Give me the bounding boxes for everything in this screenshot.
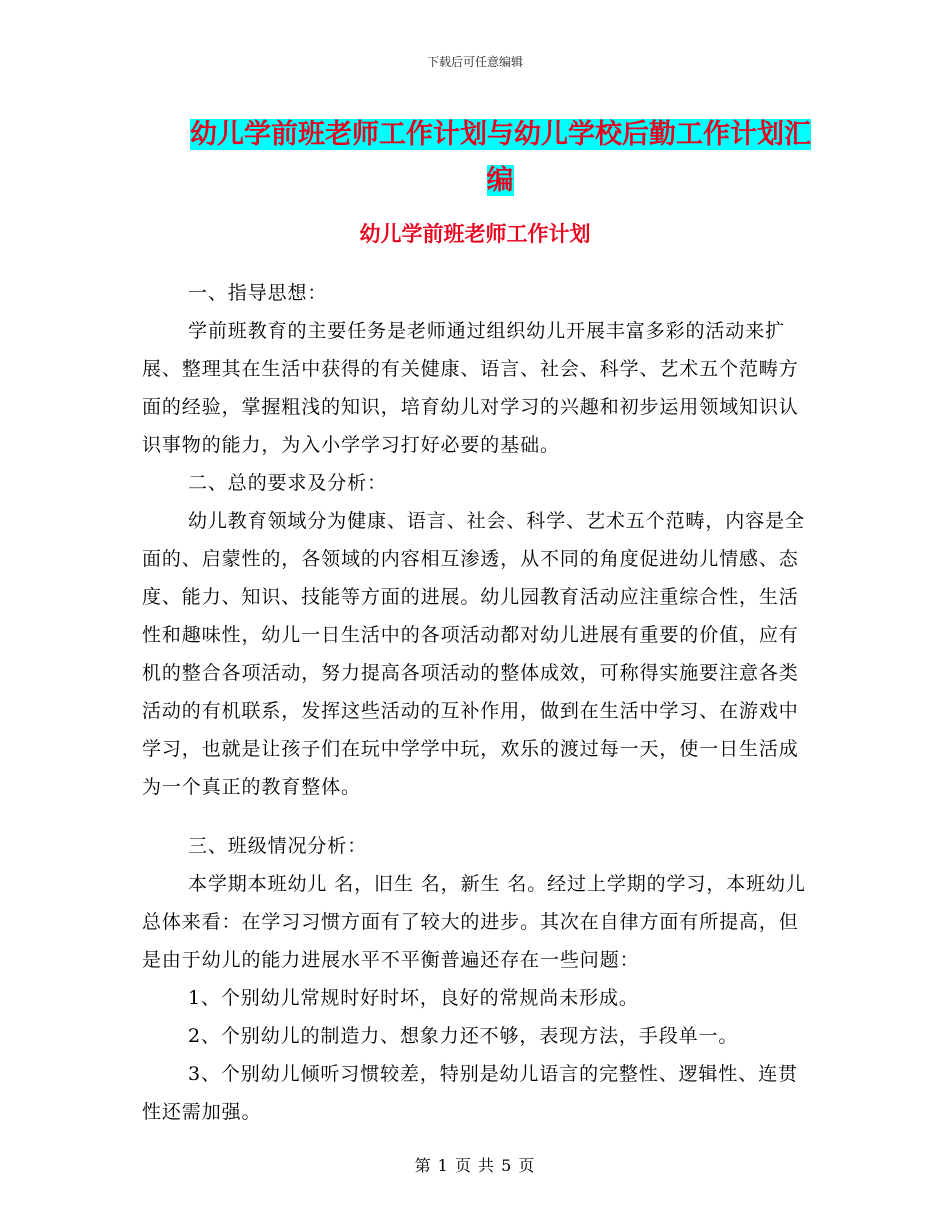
list-item-1: 1、个别幼儿常规时好时坏，良好的常规尚未形成。 (188, 987, 639, 1009)
document-title (190, 112, 810, 204)
list-item-2: 2、个别幼儿的制造力、想象力还不够，表现方法，手段单一。 (188, 1025, 739, 1047)
paragraph-education-domains: 幼儿教育领域分为健康、语言、社会、科学、艺术五个范畴，内容是全面的、启蒙性的，各领域的内容相互渗透，从不同的角度促进幼儿情感、态度、能力、知识、技能等方面的进展。幼儿园教育活动应注重综合性，生活性和趣味性，幼儿一日生活中的各项活动都对幼儿进展有重要的价值，应有机的整合各项活动，努力提高各项活动的整体成效，可称得实施要注意各类活动的有机联系，发挥这些活动的互补作用，做到在生活中学习、在游戏中学习，也就是让孩子们在玩中学学中玩，欢乐的渡过每一天，使一日生活成为一个真正的教育整体。 (142, 510, 805, 798)
section-title: 幼儿学前班老师工作计划 (359, 222, 591, 246)
heading-general-requirements: 二、总的要求及分析： (188, 472, 388, 494)
heading-guiding-thought: 一、指导思想： (188, 282, 328, 304)
document-title-line1: 幼儿学前班老师工作计划与幼儿学校后勤工作计划汇 (190, 119, 811, 150)
paragraph-class-situation: 本学期本班幼儿 名，旧生 名，新生 名。经过上学期的学习，本班幼儿总体来看：在学习习惯方面有了较大的进步。其次在自律方面有所提高，但是由于幼儿的能力进展水平不平衡普遍还存在一些问题： (142, 873, 806, 971)
heading-class-analysis: 三、班级情况分析： (188, 835, 368, 857)
document-body-continued (142, 827, 808, 1131)
paragraph-main-task: 学前班教育的主要任务是老师通过组织幼儿开展丰富多彩的活动来扩展、整理其在生活中获得的有关健康、语言、社会、科学、艺术五个范畴方面的经验，掌握粗浅的知识，培育幼儿对学习的兴趣和初步运用领域知识认识事物的能力，为入小学学习打好必要的基础。 (142, 320, 799, 456)
page-number: 第 1 页 共 5 页 (414, 1156, 536, 1175)
document-body (142, 274, 808, 806)
list-item-3: 3、个别幼儿倾听习惯较差，特别是幼儿语言的完整性、逻辑性、连贯性还需加强。 (142, 1063, 798, 1123)
document-title-line2: 编 (486, 165, 514, 196)
header-note: 下载后可任意编辑 (426, 55, 523, 69)
